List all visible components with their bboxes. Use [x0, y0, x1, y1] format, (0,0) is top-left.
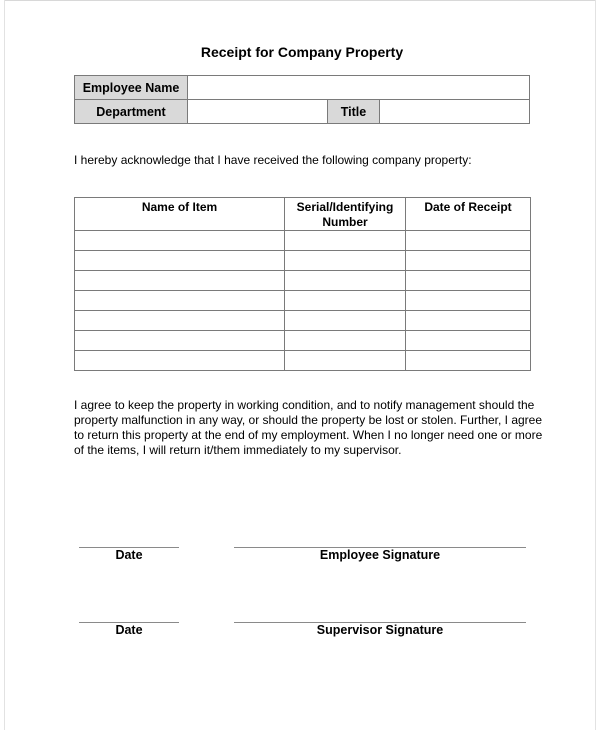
table-cell[interactable]	[406, 291, 531, 311]
table-cell[interactable]	[406, 351, 531, 371]
table-cell[interactable]	[285, 231, 406, 251]
table-row	[75, 231, 531, 251]
title-field[interactable]	[380, 100, 530, 124]
column-header-name-of-item: Name of Item	[75, 198, 285, 231]
table-cell[interactable]	[75, 271, 285, 291]
department-label: Department	[75, 100, 188, 124]
table-cell[interactable]	[75, 311, 285, 331]
table-cell[interactable]	[285, 331, 406, 351]
employee-info-table	[74, 75, 530, 124]
table-cell[interactable]	[285, 291, 406, 311]
supervisor-signature-label: Supervisor Signature	[316, 623, 444, 637]
table-cell[interactable]	[406, 271, 531, 291]
table-cell[interactable]	[285, 311, 406, 331]
department-field[interactable]	[188, 100, 328, 124]
column-header-serial-number: Serial/Identifying Number	[285, 198, 406, 231]
table-row	[75, 331, 531, 351]
table-cell[interactable]	[75, 331, 285, 351]
table-cell[interactable]	[285, 351, 406, 371]
employee-name-label: Employee Name	[75, 76, 188, 100]
property-items-table	[74, 197, 531, 371]
table-cell[interactable]	[75, 351, 285, 371]
page-edge	[4, 0, 596, 1]
table-cell[interactable]	[75, 291, 285, 311]
table-cell[interactable]	[406, 251, 531, 271]
column-header-date-of-receipt: Date of Receipt	[406, 198, 531, 231]
employee-name-field[interactable]	[188, 76, 530, 100]
date-label: Date	[115, 623, 143, 637]
table-cell[interactable]	[285, 271, 406, 291]
table-cell[interactable]	[75, 251, 285, 271]
employee-signature-label: Employee Signature	[319, 548, 441, 562]
agreement-text: I agree to keep the property in working condition, and to notify management should the property malfunction in any way, or should the property be lost or stolen. Further, I agree to return this property at the end of my employment. When I no longer need one or more of the items, I will return it/them immediately to my supervisor.	[74, 398, 543, 457]
table-cell[interactable]	[406, 331, 531, 351]
title-label: Title	[328, 100, 380, 124]
page-edge	[595, 0, 596, 730]
table-row	[75, 271, 531, 291]
document-title: Receipt for Company Property	[200, 44, 404, 60]
table-row	[75, 311, 531, 331]
table-row	[75, 351, 531, 371]
acknowledgement-text: I hereby acknowledge that I have received the following company property:	[74, 153, 472, 167]
table-cell[interactable]	[285, 251, 406, 271]
page-edge	[4, 0, 5, 730]
table-cell[interactable]	[75, 231, 285, 251]
table-row	[75, 251, 531, 271]
table-cell[interactable]	[406, 231, 531, 251]
table-row	[75, 291, 531, 311]
date-label: Date	[115, 548, 143, 562]
table-cell[interactable]	[406, 311, 531, 331]
